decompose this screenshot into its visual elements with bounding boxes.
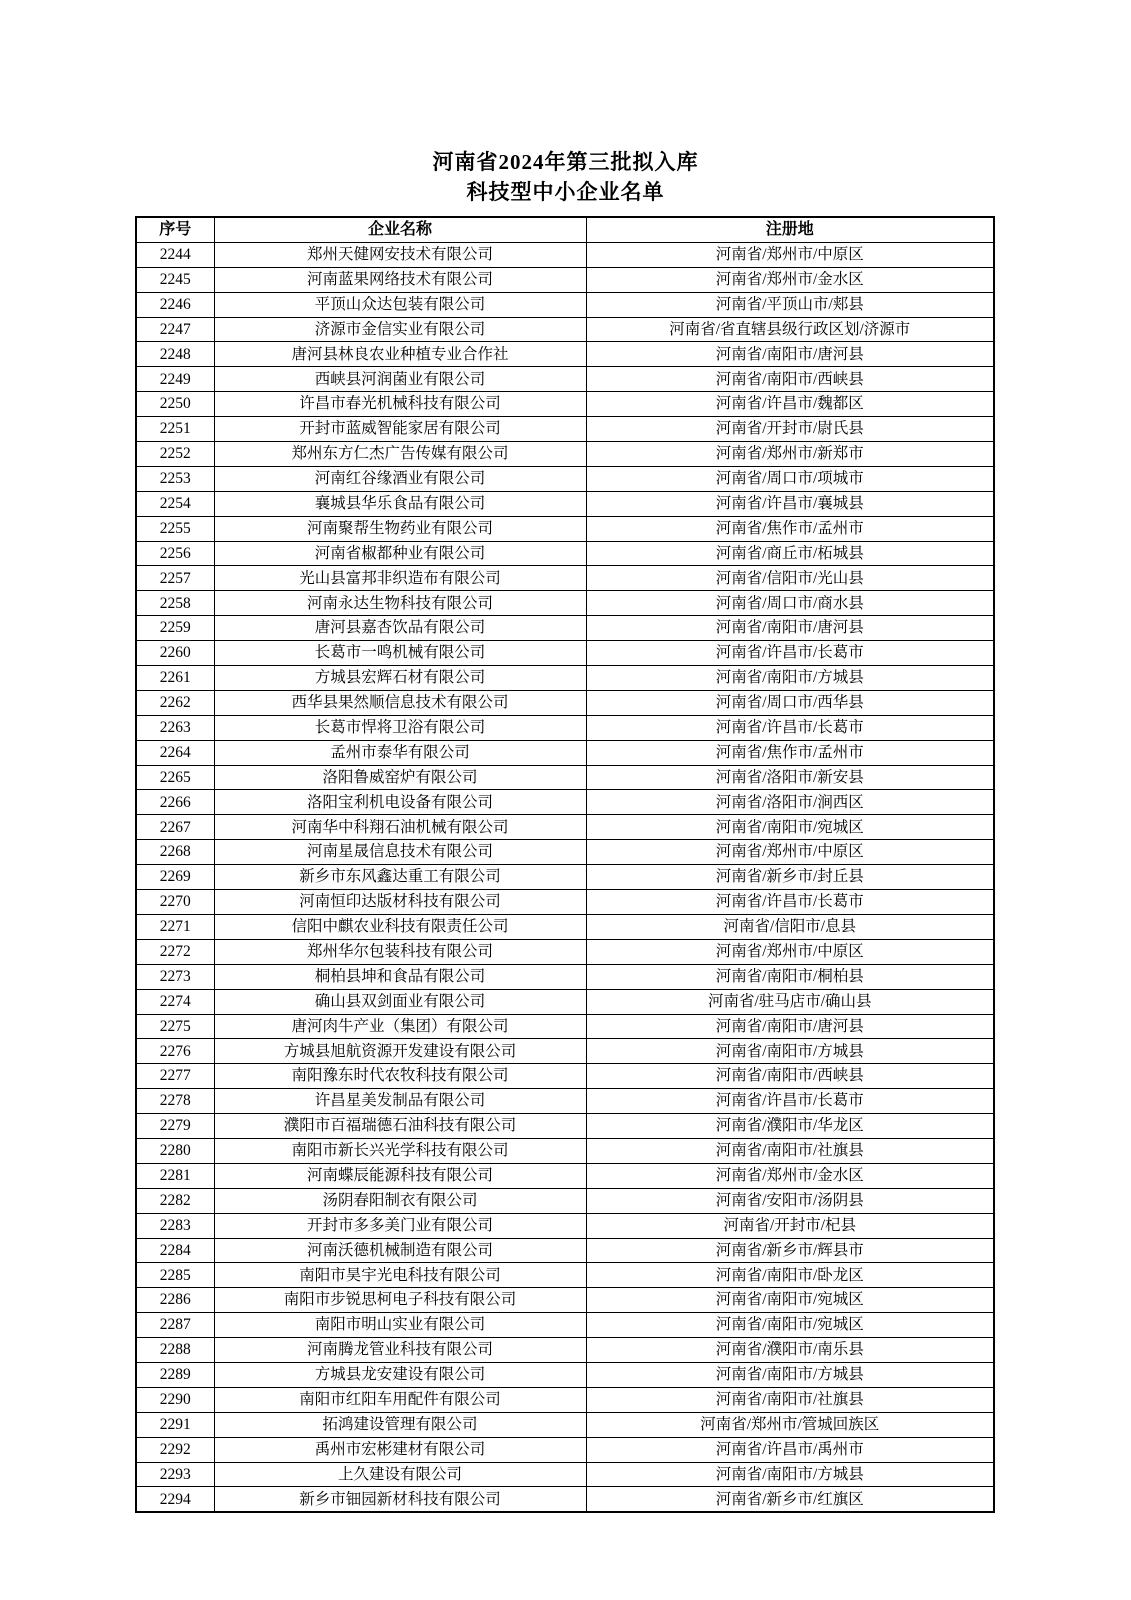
row-registration-location: 河南省/驻马店市/确山县 <box>586 989 994 1014</box>
row-registration-location: 河南省/南阳市/卧龙区 <box>586 1263 994 1288</box>
row-serial-number: 2291 <box>136 1412 214 1437</box>
row-serial-number: 2289 <box>136 1362 214 1387</box>
table-body <box>136 242 994 1512</box>
row-serial-number: 2290 <box>136 1387 214 1412</box>
table-row <box>136 1288 994 1313</box>
row-serial-number: 2251 <box>136 417 214 442</box>
row-serial-number: 2293 <box>136 1462 214 1487</box>
row-company-name: 济源市金信实业有限公司 <box>214 317 586 342</box>
row-registration-location: 河南省/开封市/杞县 <box>586 1213 994 1238</box>
table-row <box>136 1437 994 1462</box>
row-registration-location: 河南省/许昌市/长葛市 <box>586 715 994 740</box>
table-row <box>136 1163 994 1188</box>
table-row <box>136 765 994 790</box>
row-company-name: 濮阳市百福瑞德石油科技有限公司 <box>214 1114 586 1139</box>
table-row <box>136 989 994 1014</box>
row-company-name: 洛阳鲁威窑炉有限公司 <box>214 765 586 790</box>
row-registration-location: 河南省/濮阳市/南乐县 <box>586 1338 994 1363</box>
table-row <box>136 715 994 740</box>
row-registration-location: 河南省/南阳市/方城县 <box>586 1462 994 1487</box>
table-row <box>136 1412 994 1437</box>
row-serial-number: 2256 <box>136 541 214 566</box>
row-company-name: 郑州天健网安技术有限公司 <box>214 242 586 267</box>
table-row <box>136 1238 994 1263</box>
row-serial-number: 2264 <box>136 740 214 765</box>
table-row <box>136 939 994 964</box>
row-company-name: 开封市蓝威智能家居有限公司 <box>214 417 586 442</box>
row-serial-number: 2254 <box>136 491 214 516</box>
row-company-name: 上久建设有限公司 <box>214 1462 586 1487</box>
table-row <box>136 690 994 715</box>
row-registration-location: 河南省/新乡市/封丘县 <box>586 865 994 890</box>
row-company-name: 许昌星美发制品有限公司 <box>214 1089 586 1114</box>
row-registration-location: 河南省/南阳市/方城县 <box>586 666 994 691</box>
row-serial-number: 2284 <box>136 1238 214 1263</box>
table-row <box>136 317 994 342</box>
row-company-name: 新乡市钿园新材科技有限公司 <box>214 1487 586 1512</box>
table-row <box>136 616 994 641</box>
table-row <box>136 342 994 367</box>
row-serial-number: 2270 <box>136 890 214 915</box>
row-company-name: 许昌市春光机械科技有限公司 <box>214 392 586 417</box>
row-company-name: 桐柏县坤和食品有限公司 <box>214 964 586 989</box>
row-registration-location: 河南省/南阳市/社旗县 <box>586 1387 994 1412</box>
column-header-serial: 序号 <box>136 217 214 242</box>
row-registration-location: 河南省/焦作市/孟州市 <box>586 740 994 765</box>
row-registration-location: 河南省/南阳市/宛城区 <box>586 815 994 840</box>
row-serial-number: 2282 <box>136 1188 214 1213</box>
table-row <box>136 591 994 616</box>
row-registration-location: 河南省/南阳市/西峡县 <box>586 1064 994 1089</box>
row-serial-number: 2250 <box>136 392 214 417</box>
row-serial-number: 2286 <box>136 1288 214 1313</box>
row-serial-number: 2276 <box>136 1039 214 1064</box>
row-serial-number: 2279 <box>136 1114 214 1139</box>
row-company-name: 汤阴春阳制衣有限公司 <box>214 1188 586 1213</box>
row-registration-location: 河南省/省直辖县级行政区划/济源市 <box>586 317 994 342</box>
row-registration-location: 河南省/新乡市/红旗区 <box>586 1487 994 1512</box>
row-company-name: 光山县富邦非织造布有限公司 <box>214 566 586 591</box>
table-row <box>136 1114 994 1139</box>
row-registration-location: 河南省/开封市/尉氏县 <box>586 417 994 442</box>
row-serial-number: 2294 <box>136 1487 214 1512</box>
row-registration-location: 河南省/许昌市/长葛市 <box>586 641 994 666</box>
table-row <box>136 392 994 417</box>
row-serial-number: 2267 <box>136 815 214 840</box>
table-row <box>136 1387 994 1412</box>
table-row <box>136 890 994 915</box>
row-registration-location: 河南省/郑州市/管城回族区 <box>586 1412 994 1437</box>
row-serial-number: 2287 <box>136 1313 214 1338</box>
row-serial-number: 2261 <box>136 666 214 691</box>
row-company-name: 长葛市悍将卫浴有限公司 <box>214 715 586 740</box>
row-serial-number: 2269 <box>136 865 214 890</box>
table-row <box>136 1362 994 1387</box>
row-serial-number: 2262 <box>136 690 214 715</box>
row-serial-number: 2266 <box>136 790 214 815</box>
row-registration-location: 河南省/南阳市/社旗县 <box>586 1138 994 1163</box>
table-row <box>136 292 994 317</box>
table-row <box>136 367 994 392</box>
row-company-name: 南阳市红阳车用配件有限公司 <box>214 1387 586 1412</box>
row-company-name: 新乡市东风鑫达重工有限公司 <box>214 865 586 890</box>
row-registration-location: 河南省/南阳市/宛城区 <box>586 1288 994 1313</box>
row-registration-location: 河南省/南阳市/唐河县 <box>586 616 994 641</box>
row-serial-number: 2272 <box>136 939 214 964</box>
table-row <box>136 1138 994 1163</box>
row-company-name: 郑州东方仁杰广告传媒有限公司 <box>214 442 586 467</box>
column-header-registration: 注册地 <box>586 217 994 242</box>
row-serial-number: 2273 <box>136 964 214 989</box>
column-header-company-name: 企业名称 <box>214 217 586 242</box>
header-row <box>136 217 994 242</box>
row-serial-number: 2252 <box>136 442 214 467</box>
table-row <box>136 516 994 541</box>
row-serial-number: 2260 <box>136 641 214 666</box>
row-company-name: 河南红谷缘酒业有限公司 <box>214 466 586 491</box>
row-company-name: 河南星晟信息技术有限公司 <box>214 840 586 865</box>
row-registration-location: 河南省/平顶山市/郏县 <box>586 292 994 317</box>
row-company-name: 河南永达生物科技有限公司 <box>214 591 586 616</box>
row-company-name: 河南蓝果网络技术有限公司 <box>214 267 586 292</box>
row-company-name: 襄城县华乐食品有限公司 <box>214 491 586 516</box>
table-row <box>136 242 994 267</box>
table-row <box>136 1064 994 1089</box>
table-row <box>136 914 994 939</box>
company-roster-table <box>135 216 995 1513</box>
row-serial-number: 2259 <box>136 616 214 641</box>
row-company-name: 禹州市宏彬建材有限公司 <box>214 1437 586 1462</box>
row-company-name: 孟州市泰华有限公司 <box>214 740 586 765</box>
row-serial-number: 2274 <box>136 989 214 1014</box>
row-company-name: 南阳市步锐思柯电子科技有限公司 <box>214 1288 586 1313</box>
row-registration-location: 河南省/郑州市/中原区 <box>586 840 994 865</box>
row-serial-number: 2255 <box>136 516 214 541</box>
table-row <box>136 790 994 815</box>
row-registration-location: 河南省/洛阳市/新安县 <box>586 765 994 790</box>
row-registration-location: 河南省/信阳市/息县 <box>586 914 994 939</box>
row-company-name: 洛阳宝利机电设备有限公司 <box>214 790 586 815</box>
row-registration-location: 河南省/新乡市/辉县市 <box>586 1238 994 1263</box>
row-serial-number: 2249 <box>136 367 214 392</box>
row-registration-location: 河南省/商丘市/柘城县 <box>586 541 994 566</box>
row-company-name: 河南省椒都种业有限公司 <box>214 541 586 566</box>
row-registration-location: 河南省/南阳市/方城县 <box>586 1362 994 1387</box>
row-registration-location: 河南省/周口市/商水县 <box>586 591 994 616</box>
row-registration-location: 河南省/许昌市/禹州市 <box>586 1437 994 1462</box>
row-serial-number: 2271 <box>136 914 214 939</box>
row-company-name: 唐河肉牛产业（集团）有限公司 <box>214 1014 586 1039</box>
table-header <box>136 217 994 242</box>
row-serial-number: 2247 <box>136 317 214 342</box>
row-serial-number: 2292 <box>136 1437 214 1462</box>
table-row <box>136 740 994 765</box>
row-company-name: 长葛市一鸣机械有限公司 <box>214 641 586 666</box>
row-registration-location: 河南省/郑州市/新郑市 <box>586 442 994 467</box>
row-company-name: 河南蝶辰能源科技有限公司 <box>214 1163 586 1188</box>
table-row <box>136 1213 994 1238</box>
row-company-name: 方城县宏辉石材有限公司 <box>214 666 586 691</box>
row-serial-number: 2283 <box>136 1213 214 1238</box>
row-serial-number: 2246 <box>136 292 214 317</box>
row-registration-location: 河南省/南阳市/宛城区 <box>586 1313 994 1338</box>
row-company-name: 方城县旭航资源开发建设有限公司 <box>214 1039 586 1064</box>
row-serial-number: 2263 <box>136 715 214 740</box>
row-serial-number: 2280 <box>136 1138 214 1163</box>
row-serial-number: 2285 <box>136 1263 214 1288</box>
row-serial-number: 2257 <box>136 566 214 591</box>
row-serial-number: 2281 <box>136 1163 214 1188</box>
table-row <box>136 840 994 865</box>
row-serial-number: 2268 <box>136 840 214 865</box>
table-row <box>136 566 994 591</box>
row-serial-number: 2245 <box>136 267 214 292</box>
table-row <box>136 641 994 666</box>
row-company-name: 方城县龙安建设有限公司 <box>214 1362 586 1387</box>
document-title-line2: 科技型中小企业名单 <box>466 180 665 204</box>
row-company-name: 唐河县嘉杏饮品有限公司 <box>214 616 586 641</box>
row-registration-location: 河南省/周口市/项城市 <box>586 466 994 491</box>
table-row <box>136 267 994 292</box>
row-serial-number: 2258 <box>136 591 214 616</box>
row-company-name: 河南恒印达版材科技有限公司 <box>214 890 586 915</box>
row-registration-location: 河南省/南阳市/西峡县 <box>586 367 994 392</box>
row-serial-number: 2277 <box>136 1064 214 1089</box>
table-row <box>136 491 994 516</box>
row-company-name: 西华县果然顺信息技术有限公司 <box>214 690 586 715</box>
row-serial-number: 2248 <box>136 342 214 367</box>
row-registration-location: 河南省/许昌市/长葛市 <box>586 1089 994 1114</box>
row-company-name: 唐河县林良农业种植专业合作社 <box>214 342 586 367</box>
row-registration-location: 河南省/焦作市/孟州市 <box>586 516 994 541</box>
row-serial-number: 2253 <box>136 466 214 491</box>
row-registration-location: 河南省/南阳市/方城县 <box>586 1039 994 1064</box>
table-row <box>136 1462 994 1487</box>
table-row <box>136 1039 994 1064</box>
table-row <box>136 964 994 989</box>
row-serial-number: 2288 <box>136 1338 214 1363</box>
row-company-name: 南阳市昊宇光电科技有限公司 <box>214 1263 586 1288</box>
row-registration-location: 河南省/南阳市/唐河县 <box>586 1014 994 1039</box>
row-company-name: 西峡县河润菌业有限公司 <box>214 367 586 392</box>
row-registration-location: 河南省/南阳市/唐河县 <box>586 342 994 367</box>
row-registration-location: 河南省/南阳市/桐柏县 <box>586 964 994 989</box>
row-registration-location: 河南省/郑州市/中原区 <box>586 939 994 964</box>
table-row <box>136 1487 994 1512</box>
row-company-name: 平顶山众达包装有限公司 <box>214 292 586 317</box>
row-registration-location: 河南省/安阳市/汤阴县 <box>586 1188 994 1213</box>
row-registration-location: 河南省/洛阳市/涧西区 <box>586 790 994 815</box>
row-serial-number: 2244 <box>136 242 214 267</box>
row-registration-location: 河南省/周口市/西华县 <box>586 690 994 715</box>
table-row <box>136 666 994 691</box>
row-company-name: 确山县双剑面业有限公司 <box>214 989 586 1014</box>
row-registration-location: 河南省/郑州市/中原区 <box>586 242 994 267</box>
row-registration-location: 河南省/许昌市/长葛市 <box>586 890 994 915</box>
table-row <box>136 865 994 890</box>
document-title <box>0 147 1131 207</box>
row-registration-location: 河南省/许昌市/襄城县 <box>586 491 994 516</box>
table-row <box>136 1188 994 1213</box>
row-company-name: 河南腾龙管业科技有限公司 <box>214 1338 586 1363</box>
table-row <box>136 1014 994 1039</box>
table-row <box>136 1338 994 1363</box>
row-company-name: 开封市多多美门业有限公司 <box>214 1213 586 1238</box>
row-company-name: 河南聚帮生物药业有限公司 <box>214 516 586 541</box>
row-company-name: 南阳市明山实业有限公司 <box>214 1313 586 1338</box>
row-serial-number: 2275 <box>136 1014 214 1039</box>
row-registration-location: 河南省/许昌市/魏都区 <box>586 392 994 417</box>
row-company-name: 南阳市新长兴光学科技有限公司 <box>214 1138 586 1163</box>
row-company-name: 信阳中麒农业科技有限责任公司 <box>214 914 586 939</box>
table-row <box>136 541 994 566</box>
table-row <box>136 815 994 840</box>
row-serial-number: 2278 <box>136 1089 214 1114</box>
table-row <box>136 466 994 491</box>
table-row <box>136 1313 994 1338</box>
row-serial-number: 2265 <box>136 765 214 790</box>
row-registration-location: 河南省/郑州市/金水区 <box>586 267 994 292</box>
table-row <box>136 1089 994 1114</box>
row-registration-location: 河南省/郑州市/金水区 <box>586 1163 994 1188</box>
row-company-name: 河南华中科翔石油机械有限公司 <box>214 815 586 840</box>
row-company-name: 南阳豫东时代农牧科技有限公司 <box>214 1064 586 1089</box>
row-company-name: 拓鸿建设管理有限公司 <box>214 1412 586 1437</box>
row-registration-location: 河南省/信阳市/光山县 <box>586 566 994 591</box>
table-row <box>136 442 994 467</box>
table-row <box>136 417 994 442</box>
row-company-name: 河南沃德机械制造有限公司 <box>214 1238 586 1263</box>
row-registration-location: 河南省/濮阳市/华龙区 <box>586 1114 994 1139</box>
document-title-line1: 河南省2024年第三批拟入库 <box>432 150 699 174</box>
row-company-name: 郑州华尔包装科技有限公司 <box>214 939 586 964</box>
table-row <box>136 1263 994 1288</box>
